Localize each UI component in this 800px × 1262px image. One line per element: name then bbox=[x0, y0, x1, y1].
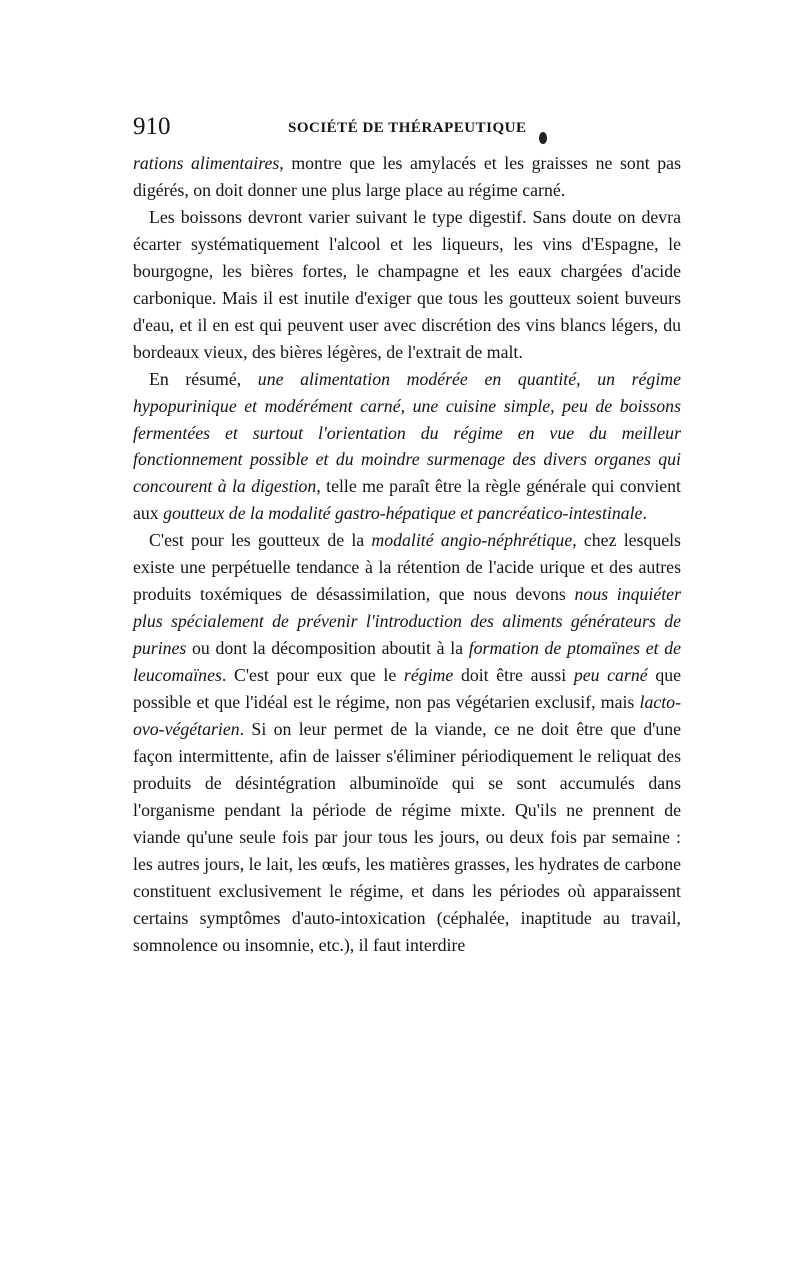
paragraph-text: , telle me paraît être la règle générale qui convient aux bbox=[133, 476, 681, 524]
paragraph-text: ou dont la décomposition aboutit à la bbox=[186, 638, 469, 659]
paragraph-text: doit être aussi bbox=[453, 665, 574, 686]
paragraph-text: . Si on leur permet de la viande, ce ne doit être que d'une façon intermittente, afin de laisser s'éliminer périodiquement le reliquat des produits de désintégration albuminoïde qui se sont accumulés dans l'organisme pendant la période de régime mixte. Qu'ils ne prennent de viande qu'une seule fois par jour tous les jours, ou deux fois par semaine : les autres jours, le lait, les œufs, les matières grasses, les hydrates de carbone constituent exclusivement le régime, et dans les périodes où apparaissent certains symptômes d'auto-intoxication (céphalée, inaptitude au travail, somnolence ou insomnie, etc.), il faut interdire bbox=[133, 719, 681, 955]
paragraph-text: , montre que les amylacés et les graisses ne sont pas digérés, on doit donner une plus large place au régime carné. bbox=[133, 153, 681, 200]
paragraph-text: C'est pour les goutteux de la bbox=[149, 530, 372, 551]
page-header bbox=[133, 112, 681, 146]
paragraph-text: que possible et que l'idéal est le régime, non pas végétarien exclusif, mais bbox=[133, 665, 681, 713]
italic-text: régime bbox=[403, 665, 454, 686]
page-number: 910 bbox=[133, 113, 171, 140]
running-title: SOCIÉTÉ DE THÉRAPEUTIQUE bbox=[288, 120, 527, 136]
italic-text: formation de ptomaïnes et de leucomaïnes bbox=[133, 638, 681, 686]
italic-text: peu carné bbox=[573, 665, 648, 686]
paragraph bbox=[133, 150, 681, 204]
paragraph-text: , chez lesquels existe une perpétuelle tendance à la rétention de l'acide urique et des autres produits toxémiques de désassimilation, que nous devons bbox=[133, 530, 681, 605]
paragraph bbox=[133, 527, 681, 958]
ink-blot-mark bbox=[539, 132, 547, 144]
italic-text: rations alimentaires bbox=[133, 153, 280, 173]
body-text bbox=[133, 150, 681, 959]
italic-text: goutteux de la modalité gastro-hépatique et pancréatico-intestinale bbox=[163, 503, 643, 524]
paragraph-text: Les boissons devront varier suivant le type digestif. Sans doute on devra écarter systématiquement l'alcool et les liqueurs, les vins d'Espagne, le bourgogne, les bières fortes, le champagne et les eaux chargées d'acide carbonique. Mais il est inutile d'exiger que tous les goutteux soient buveurs d'eau, et il en est qui peuvent user avec discrétion des vins blancs légers, du bordeaux vieux, des bières légères, de l'extrait de malt. bbox=[133, 206, 681, 362]
italic-text: modalité angio-néphrétique bbox=[371, 530, 573, 551]
paragraph bbox=[133, 366, 681, 528]
paragraph-text: . C'est pour eux que le bbox=[221, 665, 404, 686]
italic-text: lacto-ovo-végétarien bbox=[133, 692, 681, 740]
paragraph bbox=[133, 204, 681, 366]
italic-text: nous inquiéter plus spécialement de prévenir l'introduction des aliments générateurs de purines bbox=[133, 584, 681, 659]
italic-text: une alimentation modérée en quantité, un régime hypopurinique et modérément carné, une cuisine simple, peu de boissons fermentées et surtout l'orientation du régime en vue du meilleur fonctionnement possible et du moindre surmenage des divers organes qui concourent à la digestion bbox=[133, 368, 681, 497]
paragraph-text: . bbox=[642, 503, 647, 524]
paragraph-text: En résumé, bbox=[149, 368, 258, 389]
